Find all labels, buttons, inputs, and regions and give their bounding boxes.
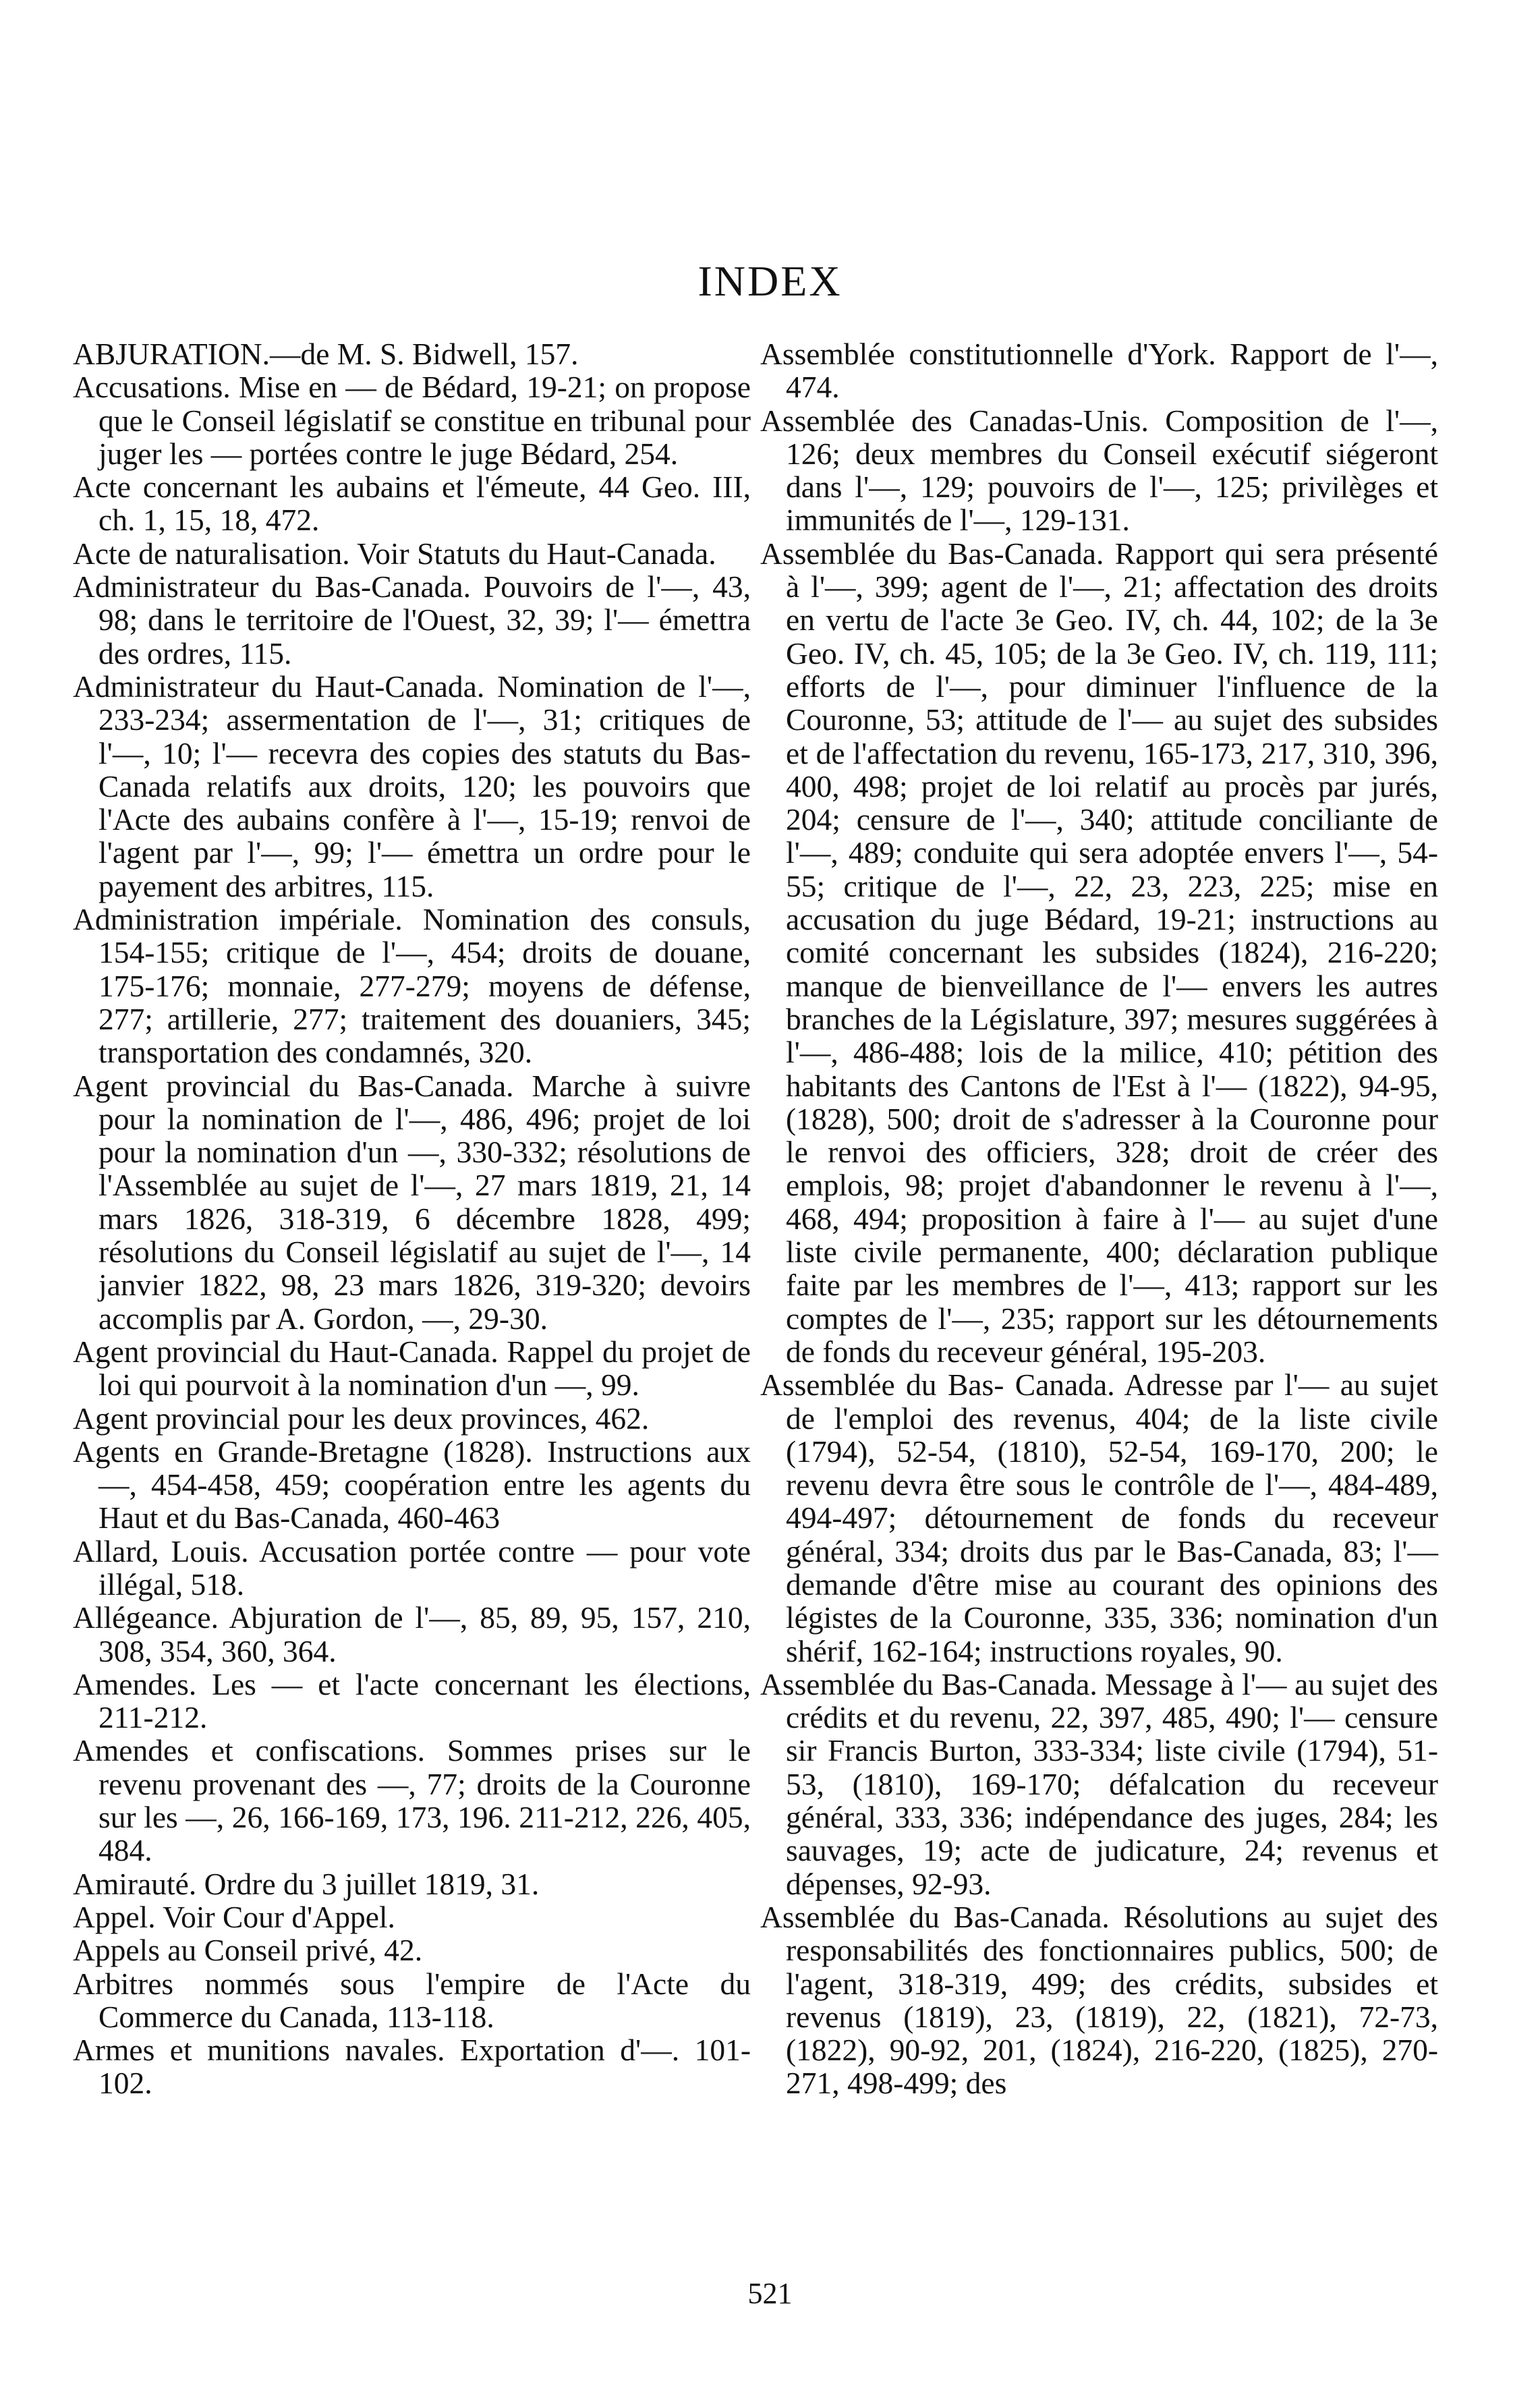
index-entry: ABJURATION.—de M. S. Bidwell, 157. <box>73 337 579 371</box>
index-entry: Assemblée du Bas- Canada. Adresse par l'— au sujet de l'emploi des revenus, 404; de la liste civile (1794), 52-54, (1810), 52-54, 169-170, 200; le revenu devra être sous le contrôle de l'—, 484-489, 494-497; détournement de fonds du receveur général, 334; droits dus par le Bas-Canada, 83; l'— demande d'être mise au courant des opinions des légistes de la Couronne, 335, 336; nomination d'un shérif, 162-164; instructions royales, 90. <box>760 1367 1438 1668</box>
right-column <box>760 337 1438 2100</box>
index-entry: Assemblée du Bas-Canada. Rapport qui sera présenté à l'—, 399; agent de l'—, 21; affectation des droits en vertu de l'acte 3e Geo. IV, ch. 44, 102; de la 3e Geo. IV, ch. 45, 105; de la 3e Geo. IV, ch. 119, 111; efforts de l'—, pour diminuer l'influence de la Couronne, 53; attitude de l'— au sujet des subsides et de l'affectation du revenu, 165-173, 217, 310, 396, 400, 498; projet de loi relatif au procès par jurés, 204; censure de l'—, 340; attitude conciliante de l'—, 489; conduite qui sera adoptée envers l'—, 54-55; critique de l'—, 22, 23, 223, 225; mise en accusation du juge Bédard, 19-21; instructions au comité concernant les subsides (1824), 216-220; manque de bienveillance de l'— envers les autres branches de la Législature, 397; mesures suggérées à l'—, 486-488; lois de la milice, 410; pétition des habitants des Cantons de l'Est à l'— (1822), 94-95, (1828), 500; droit de s'adresser à la Couronne pour le renvoi des officiers, 328; droit de créer des emplois, 98; projet d'abandonner le revenu à l'—, 468, 494; proposition à faire à l'— au sujet d'une liste civile permanente, 400; déclaration publique faite par les membres de l'—, 413; rapport sur les comptes de l'—, 235; rapport sur les détournements de fonds du receveur général, 195-203. <box>760 536 1438 1369</box>
index-entry: Assemblée du Bas-Canada. Message à l'— au sujet des crédits et du revenu, 22, 397, 485, 490; l'— censure sir Francis Burton, 333-334; liste civile (1794), 51-53, (1810), 169-170; défalcation du receveur général, 333, 336; indépendance des juges, 284; les sauvages, 19; acte de judicature, 24; revenus et dépenses, 92-93. <box>760 1666 1438 1901</box>
index-entry: Acte concernant les aubains et l'émeute, 44 Geo. III, ch. 1, 15, 18, 472. <box>73 470 751 538</box>
index-entry: Acte de naturalisation. Voir Statuts du Haut-Canada. <box>73 536 716 571</box>
index-entry: Administrateur du Bas-Canada. Pouvoirs de l'—, 43, 98; dans le territoire de l'Ouest, 32, 39; l'— émettra des ordres, 115. <box>73 569 751 671</box>
index-entry: Administrateur du Haut-Canada. Nomination de l'—, 233-234; assermentation de l'—, 31; critiques de l'—, 10; l'— recevra des copies des statuts du Bas-Canada relatifs aux droits, 120; les pouvoirs que l'Acte des aubains confère à l'—, 15-19; renvoi de l'agent par l'—, 99; l'— émettra un ordre pour le payement des arbitres, 115. <box>73 669 751 903</box>
index-entry: Accusations. Mise en — de Bédard, 19-21; on propose que le Conseil législatif se constitue en tribunal pour juger les — portées contre le juge Bédard, 254. <box>73 370 751 471</box>
index-entry: Appels au Conseil privé, 42. <box>73 1933 423 1968</box>
index-entry: Assemblée du Bas-Canada. Résolutions au sujet des responsabilités des fonctionnaires publics, 500; de l'agent, 318-319, 499; des crédits, subsides et revenus (1819), 23, (1819), 22, (1821), 72-73, (1822), 90-92, 201, (1824), 216-220, (1825), 270-271, 498-499; des <box>760 1899 1438 2101</box>
index-entry: Assemblée des Canadas-Unis. Composition de l'—, 126; deux membres du Conseil exécutif siégeront dans l'—, 129; pouvoirs de l'—, 125; privilèges et immunités de l'—, 129-131. <box>760 403 1438 538</box>
index-entry: Amirauté. Ordre du 3 juillet 1819, 31. <box>73 1866 540 1901</box>
left-column <box>73 337 751 2100</box>
index-entry: Assemblée constitutionnelle d'York. Rapport de l'—, 474. <box>760 337 1438 405</box>
index-entry: Arbitres nommés sous l'empire de l'Acte du Commerce du Canada, 113-118. <box>73 1966 751 2034</box>
index-entry: Allard, Louis. Accusation portée contre — pour vote illégal, 518. <box>73 1533 751 1602</box>
index-entry: Administration impériale. Nomination des consuls, 154-155; critique de l'—, 454; droits de douane, 175-176; monnaie, 277-279; moyens de défense, 277; artillerie, 277; traitement des douaniers, 345; transportation des condamnés, 320. <box>73 902 751 1070</box>
index-entry: Appel. Voir Cour d'Appel. <box>73 1899 395 1934</box>
index-entry: Armes et munitions navales. Exportation d'—. 101-102. <box>73 2033 751 2101</box>
index-entry: Amendes. Les — et l'acte concernant les élections, 211-212. <box>73 1666 751 1735</box>
index-entry: Agent provincial pour les deux provinces, 462. <box>73 1401 650 1436</box>
index-entry: Agents en Grande-Bretagne (1828). Instructions aux —, 454-458, 459; coopération entre les agents du Haut et du Bas-Canada, 460-463 <box>73 1434 751 1535</box>
index-entry: Amendes et confiscations. Sommes prises sur le revenu provenant des —, 77; droits de la Couronne sur les —, 26, 166-169, 173, 196. 211-212, 226, 405, 484. <box>73 1733 751 1868</box>
index-entry: Agent provincial du Haut-Canada. Rappel du projet de loi qui pourvoit à la nomination d'un —, 99. <box>73 1334 751 1403</box>
index-entry: Agent provincial du Bas-Canada. Marche à suivre pour la nomination de l'—, 486, 496; projet de loi pour la nomination d'un —, 330-332; résolutions de l'Assemblée au sujet de l'—, 27 mars 1819, 21, 14 mars 1826, 318-319, 6 décembre 1828, 499; résolutions du Conseil législatif au sujet de l'—, 14 janvier 1822, 98, 23 mars 1826, 319-320; devoirs accomplis par A. Gordon, —, 29-30. <box>73 1068 751 1336</box>
page-title: INDEX <box>697 257 843 305</box>
index-entry: Allégeance. Abjuration de l'—, 85, 89, 95, 157, 210, 308, 354, 360, 364. <box>73 1600 751 1668</box>
page-number: 521 <box>747 2277 793 2310</box>
